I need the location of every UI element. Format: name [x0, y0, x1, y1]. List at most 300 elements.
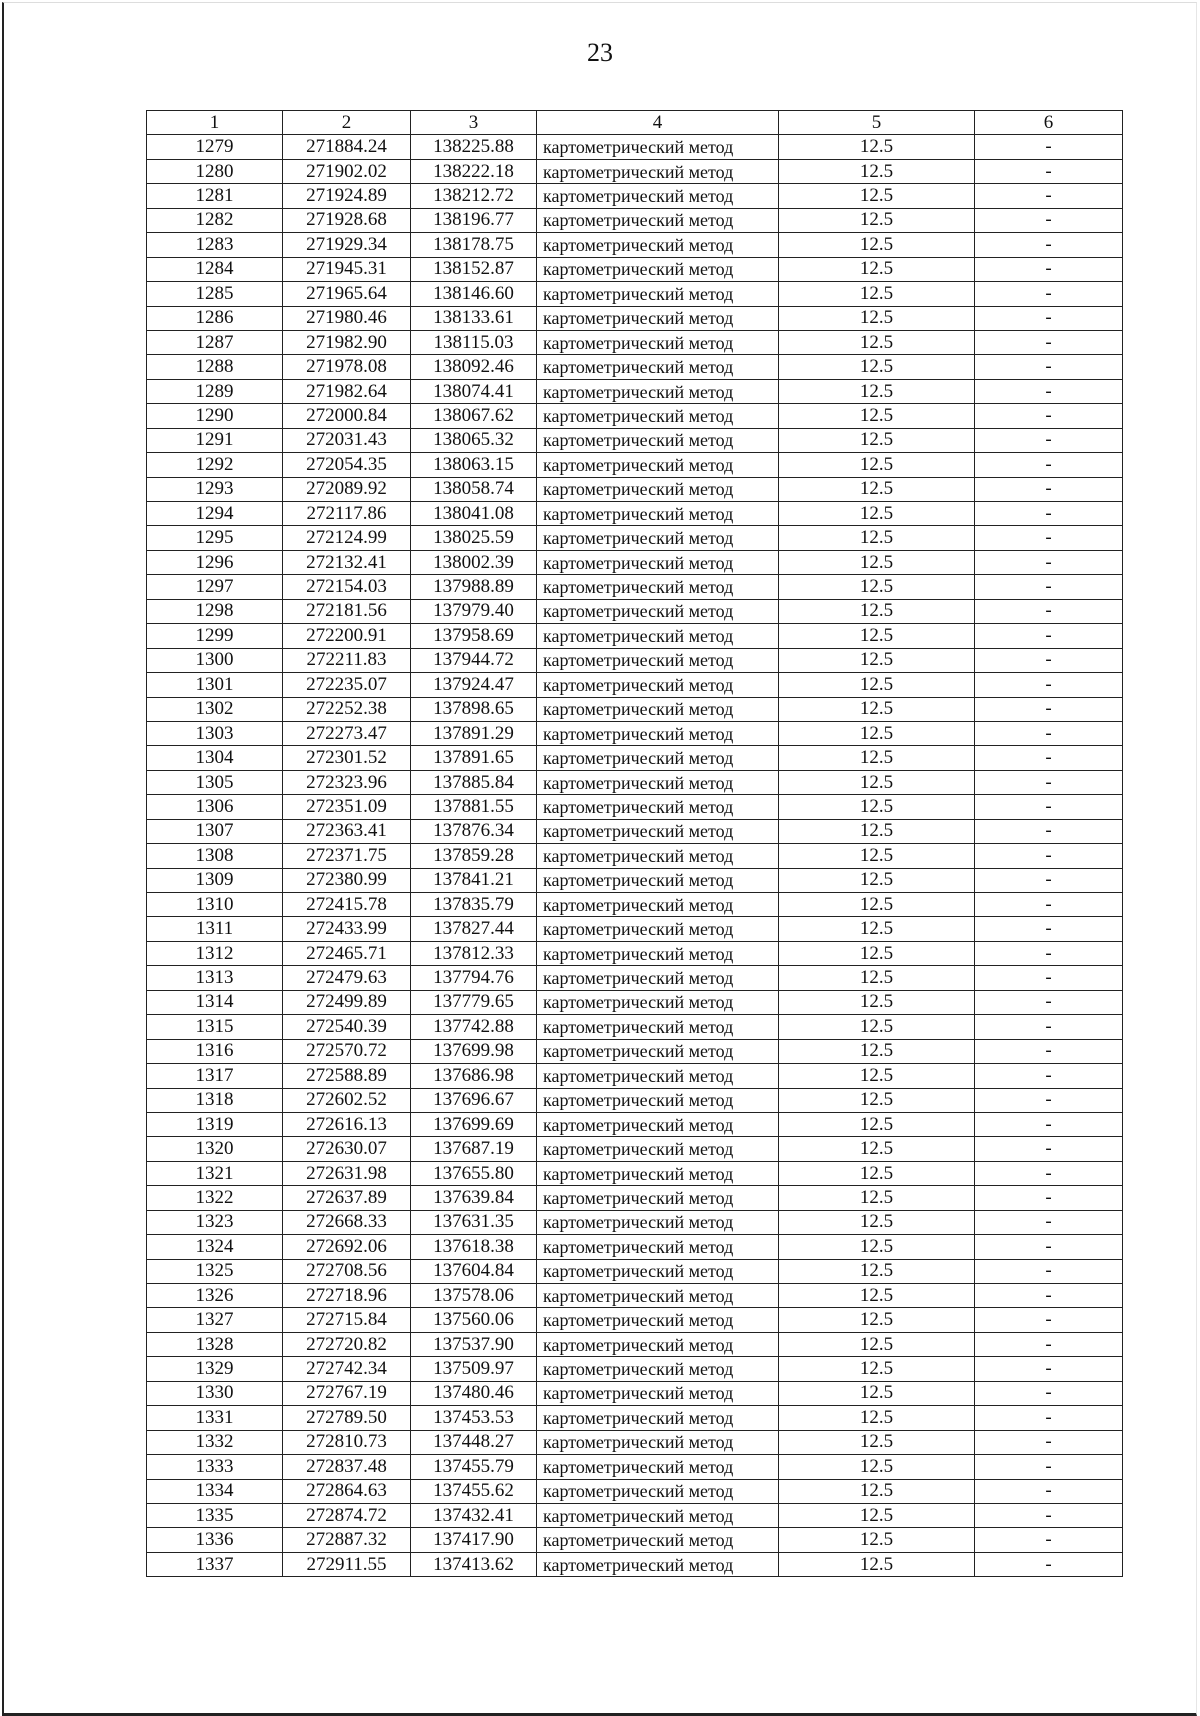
- cell-method: картометрический метод: [537, 477, 779, 501]
- cell-x-coordinate: 272371.75: [283, 844, 411, 868]
- cell-description: -: [975, 404, 1123, 428]
- cell-method: картометрический метод: [537, 1235, 779, 1259]
- cell-x-coordinate: 272720.82: [283, 1332, 411, 1356]
- cell-description: -: [975, 1528, 1123, 1552]
- cell-method: картометрический метод: [537, 282, 779, 306]
- cell-description: -: [975, 1308, 1123, 1332]
- table-row: [147, 208, 1123, 232]
- cell-description: -: [975, 1332, 1123, 1356]
- cell-accuracy: 12.5: [779, 819, 975, 843]
- cell-x-coordinate: 271924.89: [283, 184, 411, 208]
- cell-description: -: [975, 819, 1123, 843]
- cell-method: картометрический метод: [537, 966, 779, 990]
- cell-point-number: 1313: [147, 966, 283, 990]
- cell-y-coordinate: 138025.59: [411, 526, 537, 550]
- cell-x-coordinate: 272415.78: [283, 893, 411, 917]
- table-row: [147, 355, 1123, 379]
- cell-accuracy: 12.5: [779, 502, 975, 526]
- cell-method: картометрический метод: [537, 648, 779, 672]
- cell-x-coordinate: 272668.33: [283, 1210, 411, 1234]
- coordinates-table: [146, 110, 1123, 1577]
- table-row: [147, 1455, 1123, 1479]
- cell-point-number: 1281: [147, 184, 283, 208]
- table-row: [147, 599, 1123, 623]
- cell-accuracy: 12.5: [779, 966, 975, 990]
- cell-accuracy: 12.5: [779, 868, 975, 892]
- cell-y-coordinate: 137881.55: [411, 795, 537, 819]
- cell-accuracy: 12.5: [779, 330, 975, 354]
- cell-method: картометрический метод: [537, 1406, 779, 1430]
- column-header-1: 1: [147, 111, 283, 135]
- cell-description: -: [975, 379, 1123, 403]
- table-row: [147, 990, 1123, 1014]
- cell-y-coordinate: 137885.84: [411, 770, 537, 794]
- cell-point-number: 1299: [147, 624, 283, 648]
- cell-x-coordinate: 271965.64: [283, 282, 411, 306]
- cell-accuracy: 12.5: [779, 208, 975, 232]
- table-row: [147, 233, 1123, 257]
- cell-y-coordinate: 137812.33: [411, 941, 537, 965]
- table-row: [147, 648, 1123, 672]
- column-header-2: 2: [283, 111, 411, 135]
- column-header-5: 5: [779, 111, 975, 135]
- cell-y-coordinate: 138115.03: [411, 330, 537, 354]
- table-row: [147, 282, 1123, 306]
- cell-x-coordinate: 272708.56: [283, 1259, 411, 1283]
- table-row: [147, 379, 1123, 403]
- cell-y-coordinate: 137859.28: [411, 844, 537, 868]
- cell-method: картометрический метод: [537, 453, 779, 477]
- cell-x-coordinate: 272031.43: [283, 428, 411, 452]
- table-row: [147, 1308, 1123, 1332]
- table-row: [147, 1332, 1123, 1356]
- cell-accuracy: 12.5: [779, 1381, 975, 1405]
- cell-x-coordinate: 272351.09: [283, 795, 411, 819]
- cell-accuracy: 12.5: [779, 453, 975, 477]
- cell-point-number: 1331: [147, 1406, 283, 1430]
- cell-x-coordinate: 272911.55: [283, 1552, 411, 1576]
- cell-accuracy: 12.5: [779, 428, 975, 452]
- cell-method: картометрический метод: [537, 1039, 779, 1063]
- cell-description: -: [975, 990, 1123, 1014]
- cell-point-number: 1325: [147, 1259, 283, 1283]
- cell-x-coordinate: 272301.52: [283, 746, 411, 770]
- cell-method: картометрический метод: [537, 1210, 779, 1234]
- table-row: [147, 550, 1123, 574]
- cell-method: картометрический метод: [537, 379, 779, 403]
- cell-method: картометрический метод: [537, 1064, 779, 1088]
- cell-point-number: 1327: [147, 1308, 283, 1332]
- cell-y-coordinate: 137604.84: [411, 1259, 537, 1283]
- cell-x-coordinate: 272479.63: [283, 966, 411, 990]
- cell-description: -: [975, 697, 1123, 721]
- cell-point-number: 1280: [147, 159, 283, 183]
- table-row: [147, 1479, 1123, 1503]
- cell-x-coordinate: 272363.41: [283, 819, 411, 843]
- table-row: [147, 257, 1123, 281]
- cell-point-number: 1308: [147, 844, 283, 868]
- cell-y-coordinate: 137696.67: [411, 1088, 537, 1112]
- table-row: [147, 330, 1123, 354]
- cell-accuracy: 12.5: [779, 648, 975, 672]
- cell-accuracy: 12.5: [779, 746, 975, 770]
- cell-method: картометрический метод: [537, 893, 779, 917]
- cell-x-coordinate: 272132.41: [283, 550, 411, 574]
- cell-x-coordinate: 272588.89: [283, 1064, 411, 1088]
- cell-method: картометрический метод: [537, 1552, 779, 1576]
- cell-point-number: 1294: [147, 502, 283, 526]
- cell-accuracy: 12.5: [779, 1528, 975, 1552]
- cell-description: -: [975, 1039, 1123, 1063]
- cell-x-coordinate: 272887.32: [283, 1528, 411, 1552]
- cell-method: картометрический метод: [537, 159, 779, 183]
- cell-method: картометрический метод: [537, 550, 779, 574]
- cell-description: -: [975, 1015, 1123, 1039]
- cell-description: -: [975, 1430, 1123, 1454]
- cell-accuracy: 12.5: [779, 844, 975, 868]
- cell-description: -: [975, 770, 1123, 794]
- cell-description: -: [975, 477, 1123, 501]
- cell-y-coordinate: 137453.53: [411, 1406, 537, 1430]
- cell-x-coordinate: 272323.96: [283, 770, 411, 794]
- cell-y-coordinate: 137944.72: [411, 648, 537, 672]
- cell-accuracy: 12.5: [779, 1088, 975, 1112]
- table-row: [147, 526, 1123, 550]
- cell-x-coordinate: 271928.68: [283, 208, 411, 232]
- cell-x-coordinate: 272570.72: [283, 1039, 411, 1063]
- table-row: [147, 1039, 1123, 1063]
- cell-point-number: 1334: [147, 1479, 283, 1503]
- cell-method: картометрический метод: [537, 721, 779, 745]
- cell-y-coordinate: 138063.15: [411, 453, 537, 477]
- cell-y-coordinate: 137639.84: [411, 1186, 537, 1210]
- cell-accuracy: 12.5: [779, 355, 975, 379]
- table-row: [147, 159, 1123, 183]
- cell-y-coordinate: 137455.62: [411, 1479, 537, 1503]
- cell-y-coordinate: 137413.62: [411, 1552, 537, 1576]
- cell-method: картометрический метод: [537, 941, 779, 965]
- cell-description: -: [975, 526, 1123, 550]
- cell-point-number: 1296: [147, 550, 283, 574]
- cell-y-coordinate: 137432.41: [411, 1503, 537, 1527]
- cell-accuracy: 12.5: [779, 1332, 975, 1356]
- cell-method: картометрический метод: [537, 428, 779, 452]
- cell-y-coordinate: 137794.76: [411, 966, 537, 990]
- cell-accuracy: 12.5: [779, 135, 975, 159]
- cell-method: картометрический метод: [537, 208, 779, 232]
- cell-y-coordinate: 137448.27: [411, 1430, 537, 1454]
- cell-method: картометрический метод: [537, 1332, 779, 1356]
- cell-point-number: 1317: [147, 1064, 283, 1088]
- cell-y-coordinate: 137891.29: [411, 721, 537, 745]
- cell-accuracy: 12.5: [779, 1112, 975, 1136]
- cell-description: -: [975, 502, 1123, 526]
- cell-point-number: 1311: [147, 917, 283, 941]
- cell-method: картометрический метод: [537, 1161, 779, 1185]
- cell-accuracy: 12.5: [779, 917, 975, 941]
- table-row: [147, 1552, 1123, 1576]
- cell-y-coordinate: 137779.65: [411, 990, 537, 1014]
- cell-description: -: [975, 746, 1123, 770]
- cell-method: картометрический метод: [537, 1381, 779, 1405]
- cell-description: -: [975, 330, 1123, 354]
- table-row: [147, 1064, 1123, 1088]
- cell-x-coordinate: 271945.31: [283, 257, 411, 281]
- cell-accuracy: 12.5: [779, 257, 975, 281]
- cell-x-coordinate: 272154.03: [283, 575, 411, 599]
- cell-method: картометрический метод: [537, 1284, 779, 1308]
- table-row: [147, 868, 1123, 892]
- cell-method: картометрический метод: [537, 1186, 779, 1210]
- cell-point-number: 1288: [147, 355, 283, 379]
- cell-description: -: [975, 184, 1123, 208]
- cell-point-number: 1290: [147, 404, 283, 428]
- cell-x-coordinate: 272181.56: [283, 599, 411, 623]
- table-row: [147, 917, 1123, 941]
- cell-description: -: [975, 1455, 1123, 1479]
- cell-method: картометрический метод: [537, 330, 779, 354]
- cell-method: картометрический метод: [537, 355, 779, 379]
- cell-method: картометрический метод: [537, 1479, 779, 1503]
- table-row: [147, 502, 1123, 526]
- cell-point-number: 1297: [147, 575, 283, 599]
- cell-point-number: 1301: [147, 673, 283, 697]
- cell-y-coordinate: 137827.44: [411, 917, 537, 941]
- cell-accuracy: 12.5: [779, 721, 975, 745]
- cell-accuracy: 12.5: [779, 575, 975, 599]
- cell-x-coordinate: 272602.52: [283, 1088, 411, 1112]
- cell-point-number: 1287: [147, 330, 283, 354]
- cell-accuracy: 12.5: [779, 282, 975, 306]
- table-row: [147, 453, 1123, 477]
- cell-method: картометрический метод: [537, 526, 779, 550]
- table-row: [147, 770, 1123, 794]
- cell-x-coordinate: 272380.99: [283, 868, 411, 892]
- cell-description: -: [975, 648, 1123, 672]
- cell-x-coordinate: 272637.89: [283, 1186, 411, 1210]
- cell-description: -: [975, 575, 1123, 599]
- cell-y-coordinate: 138074.41: [411, 379, 537, 403]
- cell-point-number: 1321: [147, 1161, 283, 1185]
- table-row: [147, 1088, 1123, 1112]
- cell-y-coordinate: 137686.98: [411, 1064, 537, 1088]
- cell-x-coordinate: 272124.99: [283, 526, 411, 550]
- cell-point-number: 1309: [147, 868, 283, 892]
- cell-point-number: 1315: [147, 1015, 283, 1039]
- cell-method: картометрический метод: [537, 770, 779, 794]
- cell-point-number: 1283: [147, 233, 283, 257]
- cell-point-number: 1304: [147, 746, 283, 770]
- cell-y-coordinate: 137537.90: [411, 1332, 537, 1356]
- cell-y-coordinate: 137618.38: [411, 1235, 537, 1259]
- cell-x-coordinate: 272211.83: [283, 648, 411, 672]
- table-row: [147, 1284, 1123, 1308]
- cell-y-coordinate: 138146.60: [411, 282, 537, 306]
- cell-y-coordinate: 138065.32: [411, 428, 537, 452]
- table-row: [147, 1210, 1123, 1234]
- cell-point-number: 1300: [147, 648, 283, 672]
- cell-point-number: 1320: [147, 1137, 283, 1161]
- cell-point-number: 1314: [147, 990, 283, 1014]
- table-header-row: [147, 111, 1123, 135]
- cell-accuracy: 12.5: [779, 1455, 975, 1479]
- cell-method: картометрический метод: [537, 502, 779, 526]
- cell-accuracy: 12.5: [779, 1015, 975, 1039]
- cell-x-coordinate: 272465.71: [283, 941, 411, 965]
- page-number: 23: [587, 38, 613, 67]
- cell-description: -: [975, 1186, 1123, 1210]
- cell-point-number: 1312: [147, 941, 283, 965]
- cell-description: -: [975, 893, 1123, 917]
- cell-point-number: 1286: [147, 306, 283, 330]
- cell-y-coordinate: 137560.06: [411, 1308, 537, 1332]
- cell-method: картометрический метод: [537, 1528, 779, 1552]
- table-body: [147, 135, 1123, 1577]
- cell-y-coordinate: 138133.61: [411, 306, 537, 330]
- cell-y-coordinate: 137841.21: [411, 868, 537, 892]
- cell-y-coordinate: 137480.46: [411, 1381, 537, 1405]
- cell-point-number: 1298: [147, 599, 283, 623]
- cell-y-coordinate: 137417.90: [411, 1528, 537, 1552]
- cell-y-coordinate: 137509.97: [411, 1357, 537, 1381]
- cell-x-coordinate: 272789.50: [283, 1406, 411, 1430]
- cell-point-number: 1279: [147, 135, 283, 159]
- cell-description: -: [975, 1161, 1123, 1185]
- table-row: [147, 477, 1123, 501]
- cell-description: -: [975, 1406, 1123, 1430]
- cell-x-coordinate: 272200.91: [283, 624, 411, 648]
- cell-y-coordinate: 137876.34: [411, 819, 537, 843]
- cell-description: -: [975, 233, 1123, 257]
- cell-x-coordinate: 272433.99: [283, 917, 411, 941]
- cell-accuracy: 12.5: [779, 599, 975, 623]
- cell-accuracy: 12.5: [779, 1259, 975, 1283]
- cell-x-coordinate: 272718.96: [283, 1284, 411, 1308]
- cell-accuracy: 12.5: [779, 1479, 975, 1503]
- cell-accuracy: 12.5: [779, 526, 975, 550]
- cell-method: картометрический метод: [537, 1015, 779, 1039]
- cell-accuracy: 12.5: [779, 1357, 975, 1381]
- cell-accuracy: 12.5: [779, 990, 975, 1014]
- cell-y-coordinate: 138212.72: [411, 184, 537, 208]
- cell-point-number: 1336: [147, 1528, 283, 1552]
- cell-description: -: [975, 550, 1123, 574]
- cell-accuracy: 12.5: [779, 477, 975, 501]
- cell-x-coordinate: 272715.84: [283, 1308, 411, 1332]
- cell-description: -: [975, 624, 1123, 648]
- table-row: [147, 1528, 1123, 1552]
- cell-description: -: [975, 159, 1123, 183]
- cell-accuracy: 12.5: [779, 1503, 975, 1527]
- cell-y-coordinate: 137958.69: [411, 624, 537, 648]
- table-row: [147, 697, 1123, 721]
- cell-accuracy: 12.5: [779, 697, 975, 721]
- cell-description: -: [975, 1552, 1123, 1576]
- cell-y-coordinate: 138002.39: [411, 550, 537, 574]
- cell-x-coordinate: 271884.24: [283, 135, 411, 159]
- cell-accuracy: 12.5: [779, 159, 975, 183]
- cell-description: -: [975, 795, 1123, 819]
- cell-y-coordinate: 138152.87: [411, 257, 537, 281]
- cell-method: картометрический метод: [537, 819, 779, 843]
- cell-accuracy: 12.5: [779, 550, 975, 574]
- table-row: [147, 721, 1123, 745]
- cell-y-coordinate: 138196.77: [411, 208, 537, 232]
- cell-method: картометрический метод: [537, 1503, 779, 1527]
- cell-accuracy: 12.5: [779, 184, 975, 208]
- table-row: [147, 1015, 1123, 1039]
- coordinates-table-container: [146, 110, 1122, 1577]
- cell-accuracy: 12.5: [779, 306, 975, 330]
- cell-accuracy: 12.5: [779, 233, 975, 257]
- table-row: [147, 1430, 1123, 1454]
- cell-y-coordinate: 138222.18: [411, 159, 537, 183]
- cell-accuracy: 12.5: [779, 770, 975, 794]
- cell-point-number: 1333: [147, 1455, 283, 1479]
- cell-description: -: [975, 306, 1123, 330]
- cell-accuracy: 12.5: [779, 673, 975, 697]
- cell-method: картометрический метод: [537, 306, 779, 330]
- cell-accuracy: 12.5: [779, 1210, 975, 1234]
- cell-description: -: [975, 673, 1123, 697]
- cell-y-coordinate: 137924.47: [411, 673, 537, 697]
- cell-description: -: [975, 1235, 1123, 1259]
- cell-accuracy: 12.5: [779, 1039, 975, 1063]
- cell-x-coordinate: 272631.98: [283, 1161, 411, 1185]
- cell-x-coordinate: 272810.73: [283, 1430, 411, 1454]
- cell-y-coordinate: 137742.88: [411, 1015, 537, 1039]
- cell-method: картометрический метод: [537, 135, 779, 159]
- table-row: [147, 893, 1123, 917]
- cell-y-coordinate: 137988.89: [411, 575, 537, 599]
- cell-y-coordinate: 137699.98: [411, 1039, 537, 1063]
- table-row: [147, 1357, 1123, 1381]
- cell-description: -: [975, 1503, 1123, 1527]
- cell-accuracy: 12.5: [779, 795, 975, 819]
- cell-x-coordinate: 272499.89: [283, 990, 411, 1014]
- cell-accuracy: 12.5: [779, 1186, 975, 1210]
- cell-x-coordinate: 272540.39: [283, 1015, 411, 1039]
- cell-point-number: 1306: [147, 795, 283, 819]
- cell-y-coordinate: 138225.88: [411, 135, 537, 159]
- table-row: [147, 1235, 1123, 1259]
- cell-description: -: [975, 1381, 1123, 1405]
- cell-description: -: [975, 1112, 1123, 1136]
- cell-description: -: [975, 453, 1123, 477]
- table-row: [147, 306, 1123, 330]
- table-row: [147, 1406, 1123, 1430]
- cell-x-coordinate: 272054.35: [283, 453, 411, 477]
- cell-description: -: [975, 1357, 1123, 1381]
- cell-x-coordinate: 272235.07: [283, 673, 411, 697]
- cell-point-number: 1328: [147, 1332, 283, 1356]
- cell-accuracy: 12.5: [779, 1235, 975, 1259]
- cell-method: картометрический метод: [537, 990, 779, 1014]
- table-row: [147, 428, 1123, 452]
- table-row: [147, 575, 1123, 599]
- cell-y-coordinate: 137835.79: [411, 893, 537, 917]
- cell-accuracy: 12.5: [779, 1406, 975, 1430]
- cell-description: -: [975, 1137, 1123, 1161]
- cell-point-number: 1330: [147, 1381, 283, 1405]
- cell-description: -: [975, 721, 1123, 745]
- table-row: [147, 1186, 1123, 1210]
- table-row: [147, 746, 1123, 770]
- cell-method: картометрический метод: [537, 697, 779, 721]
- cell-description: -: [975, 1284, 1123, 1308]
- cell-point-number: 1326: [147, 1284, 283, 1308]
- cell-method: картометрический метод: [537, 1308, 779, 1332]
